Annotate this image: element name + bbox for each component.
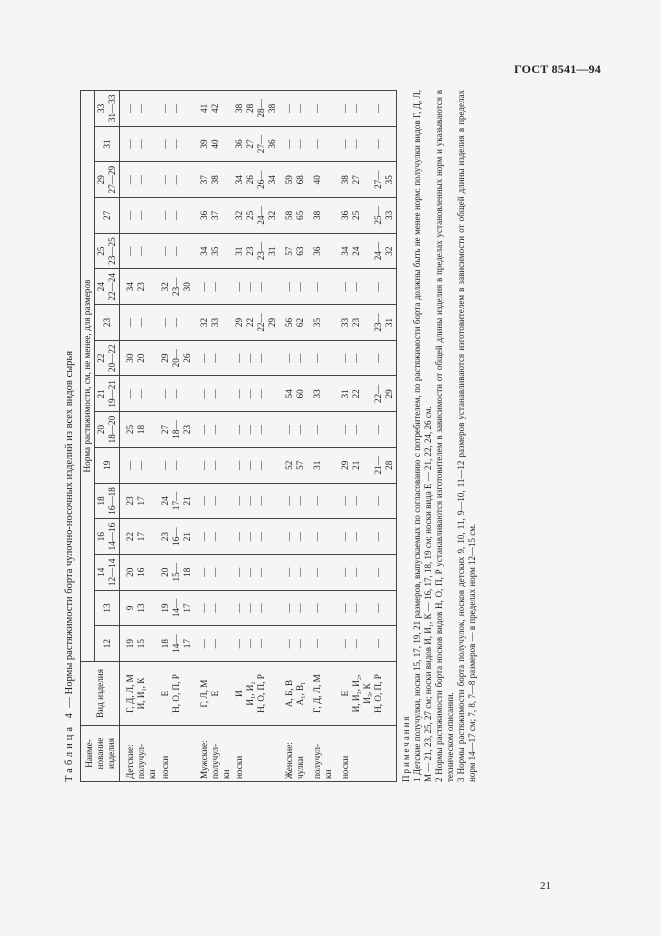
norm-cell: 20 16	[120, 554, 160, 590]
norm-cell: 31 23 23— 31	[233, 233, 279, 269]
norm-cell: 31 22 22— 29	[335, 376, 397, 412]
norm-cell: 22 17	[120, 519, 160, 555]
norm-cell: — —	[159, 162, 194, 198]
size-range: 14—16	[107, 522, 117, 551]
norm-cell: 38	[307, 198, 335, 234]
page-number: 21	[540, 880, 551, 892]
size-label: 33	[96, 103, 106, 113]
norm-cell: 24 17— 21	[159, 483, 194, 519]
norm-cell: — — —	[233, 519, 279, 555]
norm-cell: 32 33	[194, 305, 233, 341]
row-product-name: носки	[233, 726, 279, 782]
norm-cell: — —	[279, 269, 307, 305]
norm-cell: 37 38	[194, 162, 233, 198]
norm-cell: —	[307, 412, 335, 448]
table-caption-text: — Нормы растяжимости борта чулочно-носочных изделий из всех видов сырья	[64, 350, 75, 708]
norm-cell: — — —	[335, 269, 397, 305]
size-header	[95, 483, 120, 519]
norm-cell: 33 23 23— 31	[335, 305, 397, 341]
size-range: 22—24	[107, 273, 117, 301]
row-product-name: Женские: чулки	[279, 726, 307, 782]
size-header	[95, 340, 120, 376]
norm-cell: — — —	[233, 554, 279, 590]
norm-cell: 32 25 24— 32	[233, 198, 279, 234]
norm-cell: — —	[159, 126, 194, 162]
norm-cell: 54 60	[279, 376, 307, 412]
norm-cell: — — —	[335, 126, 397, 162]
size-range: 12—14	[107, 558, 117, 587]
size-range: 31—33	[107, 94, 117, 123]
norm-cell: — —	[194, 483, 233, 519]
row-product-type: Г, Д, Л, М	[307, 662, 335, 726]
norm-cell: — —	[194, 590, 233, 626]
norm-cell: 34 23	[120, 269, 160, 305]
size-range: 23—25	[107, 237, 117, 265]
norm-cell: — —	[279, 626, 307, 662]
norm-cell: —	[307, 626, 335, 662]
norm-cell: 23 16— 21	[159, 519, 194, 555]
note-1: 1 Детские получулки, носки 15, 17, 19, 21 размеров, выпускаемых по согласованию с потребителем, по растяжимости борта должны быть не менее норм: получулки видов Г, Д, Л, М — 21, 23, 25, 27 см; носки видов И, И₁, К — 16, 17, 18, 19 см; носки вида Е — 21, 22, 24, 26 см.	[412, 90, 433, 782]
size-header	[95, 590, 120, 626]
norm-cell: 29 22 22— 29	[233, 305, 279, 341]
norm-cell: — — —	[233, 447, 279, 483]
size-label: 14	[96, 567, 106, 577]
size-label: 24	[96, 282, 106, 292]
norm-cell: —	[307, 340, 335, 376]
norm-cell: — —	[120, 233, 160, 269]
norm-cell: 59 68	[279, 162, 307, 198]
norm-cell: — —	[194, 376, 233, 412]
norm-cell: — —	[159, 198, 194, 234]
norm-cell: — —	[194, 447, 233, 483]
norm-cell: — — —	[233, 483, 279, 519]
norm-cell: 56 62	[279, 305, 307, 341]
table-caption-label: Таблица 4	[64, 710, 75, 782]
norm-cell: 29 21 21— 28	[335, 447, 397, 483]
norm-cell: 18 14— 17	[159, 626, 194, 662]
norm-cell: 36 25 25— 33	[335, 198, 397, 234]
size-header	[95, 626, 120, 662]
row-product-type: Г, Л, М Е	[194, 662, 233, 726]
norm-cell: — —	[120, 305, 160, 341]
norm-cell: 34 24 24— 32	[335, 233, 397, 269]
size-header	[95, 554, 120, 590]
size-header	[95, 269, 120, 305]
norm-cell: 40	[307, 162, 335, 198]
size-label: 21	[96, 389, 106, 399]
norm-cell: 23 17	[120, 483, 160, 519]
note-3: 3 Нормы растяжимости борта получулок, носков детских 9, 10, 11, 9—10, 11—12 размеров устанавливаются изготовителем в зависимости от общей длины изделия в пределах норм 14—17 см; 7, 8, 7—8 размеров — в пределах норм 12—15 см.	[456, 90, 477, 782]
row-product-type: А, Б, В А₁, В₁	[279, 662, 307, 726]
norm-cell: 35	[307, 305, 335, 341]
row-product-name: носки	[159, 726, 194, 782]
row-product-name: получул- ки	[307, 726, 335, 782]
row-product-name: Мужские: получул- ки	[194, 726, 233, 782]
norm-cell: 19 15	[120, 626, 160, 662]
row-product-type: И И₁, И₂ Н, О, П, Р	[233, 662, 279, 726]
table-row	[120, 91, 160, 782]
size-label: 12	[101, 639, 112, 649]
norm-cell: 32 23— 30	[159, 269, 194, 305]
norm-cell: 38 27 27— 35	[335, 162, 397, 198]
header-norm: Норма растяжимости, см, не менее, для размеров	[81, 91, 95, 662]
size-header	[95, 126, 120, 162]
norm-cell: — —	[279, 91, 307, 127]
norm-cell: — —	[279, 412, 307, 448]
table-row	[233, 91, 279, 782]
row-product-name: Детские: получул- ки	[120, 726, 160, 782]
size-header	[95, 162, 120, 198]
size-label: 16	[96, 532, 106, 542]
size-header	[95, 412, 120, 448]
size-header	[95, 305, 120, 341]
norm-cell: — —	[194, 626, 233, 662]
size-range: 20—22	[107, 344, 117, 372]
norm-cell: — —	[194, 340, 233, 376]
norm-cell: — — —	[335, 519, 397, 555]
norm-cell: 30 20	[120, 340, 160, 376]
row-product-type: Е И, И₁, И₂, И₃, К Н, О, П, Р	[335, 662, 397, 726]
size-range: 19—21	[107, 380, 117, 408]
size-label: 18	[96, 496, 106, 506]
size-header	[95, 376, 120, 412]
norm-cell: — —	[194, 412, 233, 448]
norm-cell: 36 37	[194, 198, 233, 234]
norm-cell: —	[307, 91, 335, 127]
size-header	[95, 447, 120, 483]
norm-cell: — — —	[233, 626, 279, 662]
norm-cell: 39 40	[194, 126, 233, 162]
norm-cell: —	[307, 269, 335, 305]
norm-cell: 57 63	[279, 233, 307, 269]
norm-cell: — — —	[233, 590, 279, 626]
norm-cell: —	[307, 519, 335, 555]
norm-cell: 9 13	[120, 590, 160, 626]
size-label: 13	[101, 603, 112, 613]
rotated-table-block	[60, 90, 555, 782]
norm-cell: 25 18	[120, 412, 160, 448]
norms-table	[80, 90, 397, 782]
norm-cell: — —	[159, 376, 194, 412]
norm-cell: 29 20— 26	[159, 340, 194, 376]
size-label: 31	[101, 139, 112, 149]
norm-cell: — — —	[233, 340, 279, 376]
norm-cell: 38 28 28— 38	[233, 91, 279, 127]
norm-cell: 34 26 26— 34	[233, 162, 279, 198]
size-label: 20	[96, 424, 106, 435]
norm-cell: 33	[307, 376, 335, 412]
norm-cell: — — —	[335, 412, 397, 448]
norm-cell: —	[307, 483, 335, 519]
norm-cell: — — —	[335, 483, 397, 519]
norm-cell: — — —	[233, 269, 279, 305]
document-code: ГОСТ 8541—94	[514, 62, 601, 76]
norm-cell: — —	[120, 198, 160, 234]
norm-cell: — —	[279, 554, 307, 590]
size-header	[95, 198, 120, 234]
size-label: 23	[101, 317, 112, 328]
norm-cell: — — —	[335, 91, 397, 127]
norm-cell: 20 15— 18	[159, 554, 194, 590]
size-range: 27—29	[107, 165, 117, 194]
table-row	[194, 91, 233, 782]
note-2: 2 Нормы растяжимости борта носков видов Н, О, П, Р устанавливаются изготовителем в зависимости от общей длины изделия в пределах установленных норм и указываются в техническом описании.	[434, 90, 455, 782]
norm-cell: 52 57	[279, 447, 307, 483]
size-label: 25	[96, 246, 106, 256]
header-product-type: Вид изделия	[81, 662, 120, 726]
norm-cell: —	[307, 126, 335, 162]
size-header	[95, 519, 120, 555]
norm-cell: 36	[307, 233, 335, 269]
norm-cell: — —	[120, 126, 160, 162]
norm-cell: — — —	[335, 590, 397, 626]
norm-cell: 34 35	[194, 233, 233, 269]
norm-cell: — —	[279, 590, 307, 626]
notes	[401, 90, 478, 782]
norm-cell: — — —	[233, 376, 279, 412]
size-label: 22	[96, 353, 106, 363]
norm-cell: — —	[120, 447, 160, 483]
norm-cell: 19 14— 17	[159, 590, 194, 626]
norm-cell: — —	[120, 91, 160, 127]
norm-cell: 58 65	[279, 198, 307, 234]
table-row	[335, 91, 397, 782]
size-label: 27	[101, 210, 112, 220]
norm-cell: — —	[279, 126, 307, 162]
norm-cell: — —	[194, 554, 233, 590]
norm-cell: — —	[279, 483, 307, 519]
row-product-name: носки	[335, 726, 397, 782]
notes-title: Примечания	[401, 714, 411, 782]
norm-cell: — —	[159, 91, 194, 127]
size-label: 19	[101, 460, 112, 470]
norm-cell: —	[307, 590, 335, 626]
norm-cell: — — —	[335, 554, 397, 590]
size-range: 18—20	[107, 415, 117, 444]
norm-cell: — —	[120, 376, 160, 412]
norm-cell: — — —	[335, 340, 397, 376]
norm-cell: — —	[279, 340, 307, 376]
norm-cell: — —	[159, 233, 194, 269]
table-caption	[60, 90, 80, 782]
norm-cell: — —	[194, 519, 233, 555]
norm-cell: —	[307, 554, 335, 590]
size-header	[95, 91, 120, 127]
norm-cell: 31	[307, 447, 335, 483]
norm-cell: 36 27 27— 36	[233, 126, 279, 162]
norm-cell: — —	[194, 269, 233, 305]
table-row	[307, 91, 335, 782]
norm-cell: — —	[120, 162, 160, 198]
norm-cell: — —	[159, 447, 194, 483]
norm-cell: — —	[159, 305, 194, 341]
row-product-type: Г, Д, Л, М И, И₁, К	[120, 662, 160, 726]
norm-cell: 27 18— 23	[159, 412, 194, 448]
table-row	[159, 91, 194, 782]
size-range: 16—18	[107, 487, 117, 515]
norm-cell: — — —	[233, 412, 279, 448]
row-product-type: Е Н, О, П, Р	[159, 662, 194, 726]
norm-cell: — — —	[335, 626, 397, 662]
header-product-name: Наиме-нование изделия	[81, 726, 120, 782]
norm-cell: — —	[279, 519, 307, 555]
table-row	[279, 91, 307, 782]
size-label: 29	[96, 175, 106, 185]
norm-cell: 41 42	[194, 91, 233, 127]
size-header	[95, 233, 120, 269]
